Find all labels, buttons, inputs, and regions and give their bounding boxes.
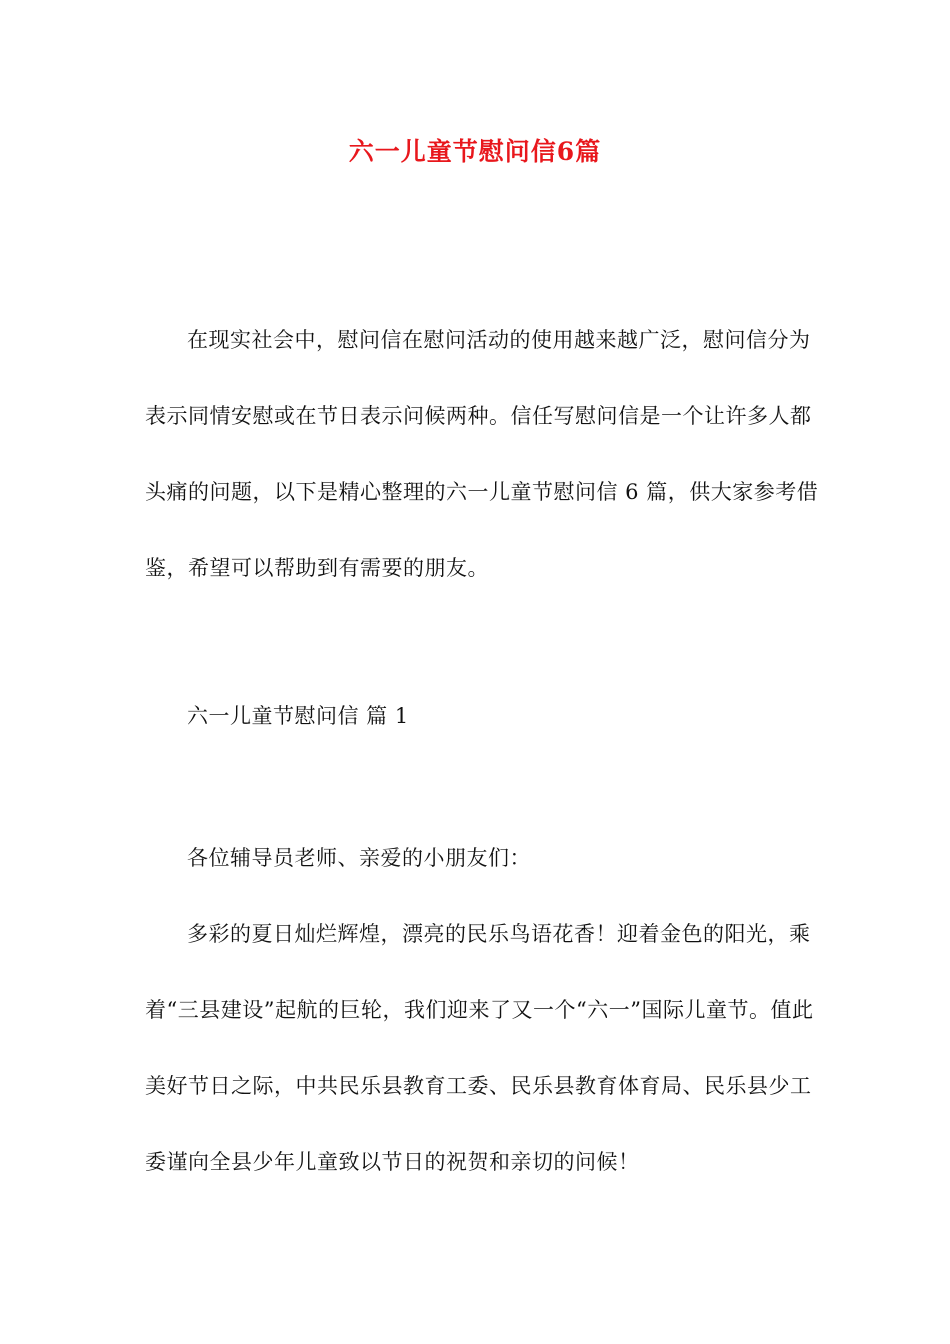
salutation: 各位辅导员老师、亲爱的小朋友们： bbox=[187, 846, 531, 870]
body-paragraph: 多彩的夏日灿烂辉煌，漂亮的民乐鸟语花香！迎着金色的阳光，乘着“三县建设”起航的巨轮，我们迎来了又一个“六一”国际儿童节。值此美好节日之际，中共民乐县教育工委、民乐县教育体育局、民乐县少工委谨向全县少年儿童致以节日的祝贺和亲切的问候！ bbox=[145, 922, 814, 1174]
intro-paragraph: 在现实社会中，慰问信在慰问活动的使用越来越广泛，慰问信分为表示同情安慰或在节日表示问候两种。信任写慰问信是一个让许多人都头痛的问题，以下是精心整理的六一儿童节慰问信 6 篇，供大家参考借鉴，希望可以帮助到有需要的朋友。 bbox=[145, 328, 819, 580]
section-heading: 六一儿童节慰问信 篇 1 bbox=[187, 704, 409, 728]
document-title: 六一儿童节慰问信6篇 bbox=[348, 137, 602, 166]
